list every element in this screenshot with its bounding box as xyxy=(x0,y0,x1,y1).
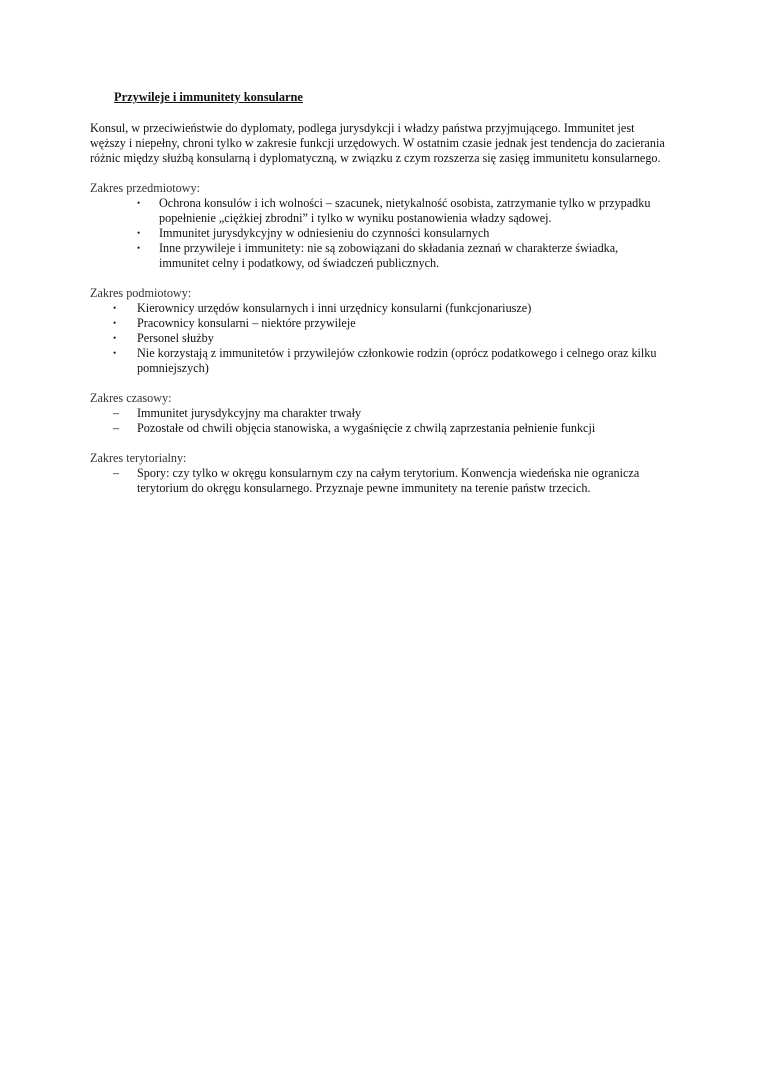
list-item xyxy=(90,346,670,376)
list-item-text: Kierownicy urzędów konsularnych i inni urzędnicy konsularni (funkcjonariusze) xyxy=(137,301,532,315)
bullet-icon: • xyxy=(137,243,141,253)
section-territorial-scope xyxy=(90,451,670,496)
list-item xyxy=(90,196,670,226)
bullet-icon: • xyxy=(113,348,117,358)
list-item xyxy=(90,421,670,436)
bullet-icon: • xyxy=(113,333,117,343)
list-item-text: Immunitet jurysdykcyjny w odniesieniu do czynności konsularnych xyxy=(159,226,490,240)
list-item-text: Pozostałe od chwili objęcia stanowiska, a wygaśnięcie z chwilą zaprzestania pełnienie funkcji xyxy=(137,421,596,435)
list-item-text: Spory: czy tylko w okręgu konsularnym czy na całym terytorium. Konwencja wiedeńska nie ogranicza terytorium do okręgu konsularnego. Przyznaje pewne immunitety na terenie państw trzecich. xyxy=(137,466,640,495)
document-page xyxy=(90,90,670,511)
list-item-text: Personel służby xyxy=(137,331,214,345)
bullet-icon: • xyxy=(113,318,117,328)
bullet-icon: • xyxy=(137,198,141,208)
list-item xyxy=(90,316,670,331)
document-title: Przywileje i immunitety konsularne xyxy=(114,90,303,104)
dash-icon: – xyxy=(113,466,120,480)
section-subject-scope xyxy=(90,181,670,271)
bullet-list xyxy=(90,196,670,271)
section-heading: Zakres przedmiotowy: xyxy=(90,181,200,195)
list-item-text: Pracownicy konsularni – niektóre przywileje xyxy=(137,316,356,330)
dash-list xyxy=(90,466,670,496)
bullet-icon: • xyxy=(137,228,141,238)
intro-paragraph: Konsul, w przeciwieństwie do dyplomaty, podlega jurysdykcji i władzy państwa przyjmującego. Immunitet jest węższy i niepełny, chroni tylko w zakresie funkcji urzędowych. W ostatnim czasie jednak jest tendencja do zacierania różnic między służbą konsularną i dyplomatyczną, w związku z czym rozszerza się zasięg immunitetu konsularnego. xyxy=(90,121,665,165)
list-item xyxy=(90,241,670,271)
list-item xyxy=(90,226,670,241)
list-item xyxy=(90,301,670,316)
bullet-icon: • xyxy=(113,303,117,313)
list-item-text: Immunitet jurysdykcyjny ma charakter trwały xyxy=(137,406,362,420)
list-item xyxy=(90,406,670,421)
bullet-list xyxy=(90,301,670,376)
list-item-text: Nie korzystają z immunitetów i przywilejów członkowie rodzin (oprócz podatkowego i celnego oraz kilku pomniejszych) xyxy=(137,346,657,375)
section-heading: Zakres czasowy: xyxy=(90,391,172,405)
section-heading: Zakres terytorialny: xyxy=(90,451,187,465)
dash-icon: – xyxy=(113,421,120,435)
section-heading: Zakres podmiotowy: xyxy=(90,286,192,300)
list-item-text: Inne przywileje i immunitety: nie są zobowiązani do składania zeznań w charakterze świadka, immunitet celny i podatkowy, od świadczeń publicznych. xyxy=(159,241,619,270)
list-item-text: Ochrona konsulów i ich wolności – szacunek, nietykalność osobista, zatrzymanie tylko w przypadku popełnienie „ciężkiej zbrodni” i tylko w wyniku postanowienia władzy sądowej. xyxy=(159,196,651,225)
list-item xyxy=(90,331,670,346)
list-item xyxy=(90,466,670,496)
dash-list xyxy=(90,406,670,436)
section-personal-scope xyxy=(90,286,670,376)
section-temporal-scope xyxy=(90,391,670,436)
dash-icon: – xyxy=(113,406,120,420)
